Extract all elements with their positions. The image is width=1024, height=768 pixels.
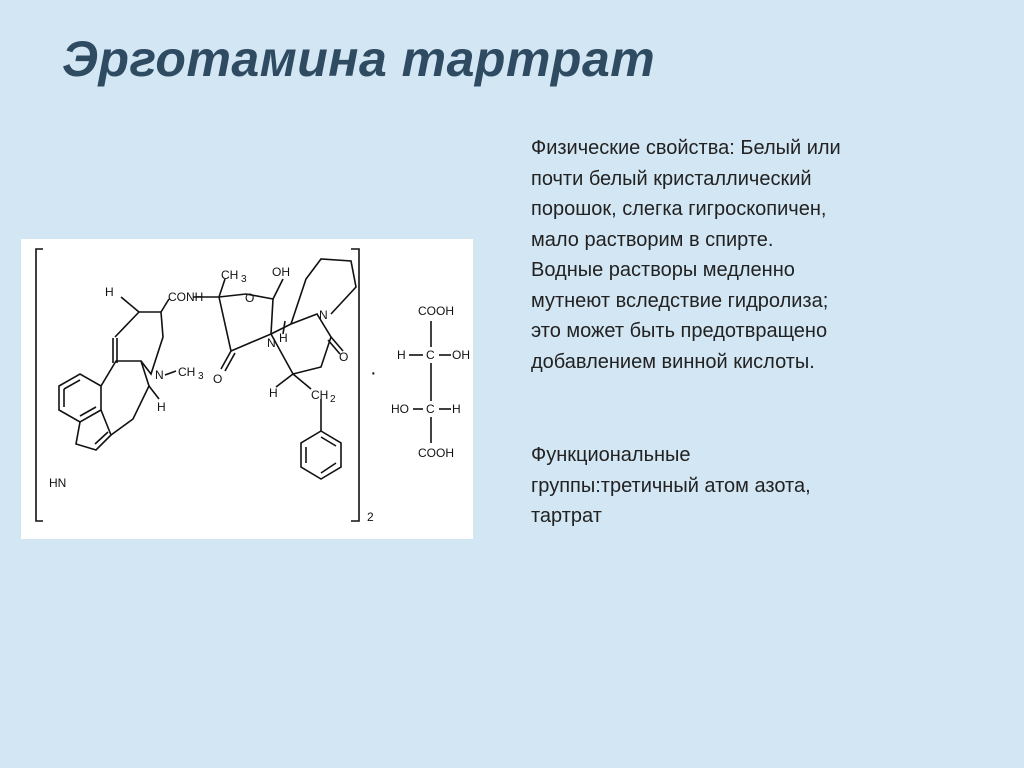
atom-label: CH — [178, 365, 196, 379]
atom-label: H — [157, 400, 166, 414]
atom-label: H — [452, 402, 461, 416]
atom-label: O — [339, 350, 349, 364]
structural-formula — [21, 239, 473, 539]
atom-label: C — [426, 402, 435, 416]
atom-label: CH — [221, 268, 239, 282]
atom-label: O — [213, 372, 223, 386]
atom-label: H — [105, 285, 114, 299]
physical-line: мало растворим в спирте. — [531, 228, 774, 251]
atom-label: COOH — [418, 446, 454, 460]
atom-label: OH — [452, 348, 470, 362]
atom-label: · — [370, 362, 377, 384]
atom-label: H — [269, 386, 278, 400]
atom-label: 2 — [367, 510, 374, 524]
atom-label: CONH — [168, 290, 204, 304]
atom-label: 2 — [330, 394, 336, 405]
atom-label: HO — [391, 402, 409, 416]
physical-line: почти белый кристаллический — [531, 167, 812, 190]
slide-title: Эрготамина тартрат — [62, 31, 656, 87]
atom-label: H — [279, 331, 288, 345]
atom-label: CH — [311, 388, 329, 402]
atom-label: N — [267, 336, 276, 350]
structural-formula-figure — [21, 239, 473, 539]
physical-line: это может быть предотвращено — [531, 320, 828, 342]
physical-line: порошок, слегка гигроскопичен, — [531, 198, 827, 220]
physical-line: добавлением винной кислоты. — [531, 350, 815, 373]
bond-lines — [36, 249, 451, 521]
atom-label: N — [155, 368, 164, 382]
functional-line: тартрат — [531, 505, 602, 527]
physical-line: Водные растворы медленно — [531, 259, 795, 281]
atom-label: 3 — [198, 371, 204, 382]
functional-groups-text — [531, 440, 971, 532]
atom-label: C — [426, 348, 435, 362]
atom-label: H — [397, 348, 406, 362]
atom-label: O — [245, 291, 255, 305]
atom-label: OH — [272, 265, 290, 279]
functional-line: Функциональные — [531, 444, 691, 466]
physical-line: мутнеют вследствие гидролиза; — [531, 289, 829, 312]
functional-line: группы:третичный атом азота, — [531, 474, 811, 497]
physical-line: Физические свойства: Белый или — [531, 137, 841, 159]
atom-label: 3 — [241, 274, 247, 285]
atom-label: HN — [49, 476, 67, 490]
physical-properties-text — [531, 133, 971, 377]
atom-label: N — [319, 308, 328, 322]
atom-label: COOH — [418, 304, 454, 318]
atom-labels — [49, 265, 470, 524]
